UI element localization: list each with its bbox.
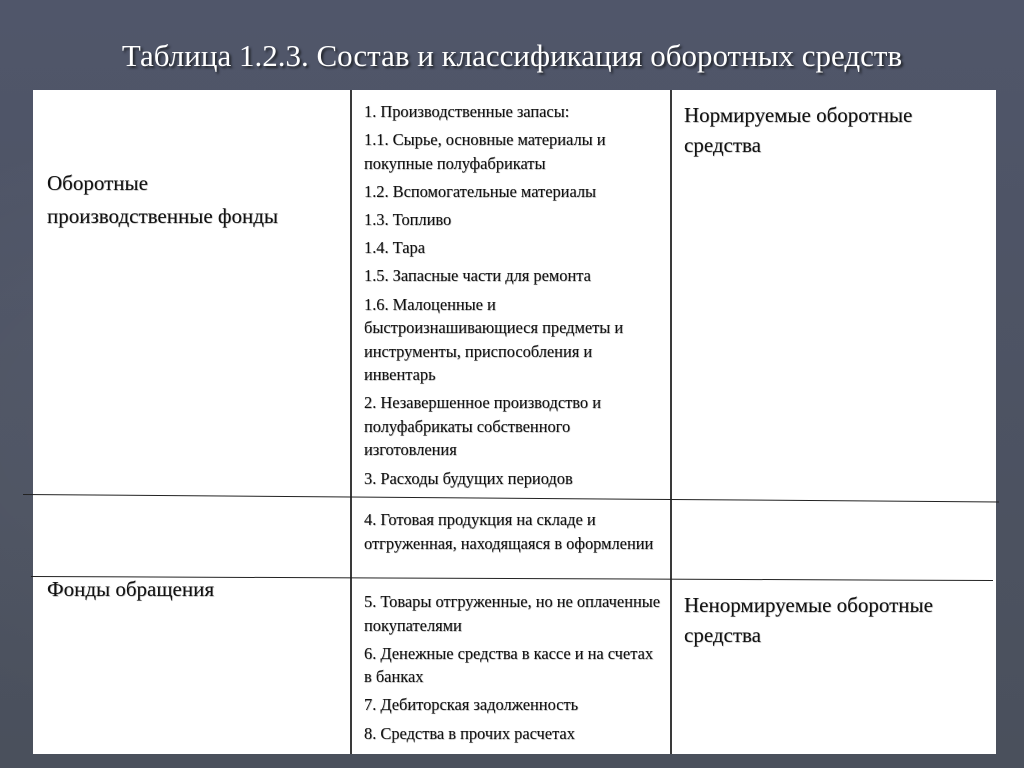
production-items-list bbox=[364, 100, 664, 495]
list-item: 3. Расходы будущих периодов bbox=[364, 468, 573, 488]
classification-table bbox=[33, 90, 996, 754]
list-item: 1.1. Сырье, основные материалы и покупные полуфабрикаты bbox=[364, 130, 606, 173]
finished-goods-list bbox=[364, 508, 664, 560]
column-divider-2 bbox=[670, 90, 672, 754]
column-divider-1 bbox=[350, 90, 352, 754]
list-item: 1.3. Топливо bbox=[364, 210, 452, 230]
list-item: 7. Дебиторская задолженность bbox=[364, 695, 579, 715]
normed-assets-label: Нормируемые оборотные средства bbox=[684, 103, 913, 157]
list-item: 2. Незавершенное производство и полуфабрикаты собственного изготовления bbox=[364, 393, 601, 460]
row-divider-1 bbox=[23, 494, 999, 502]
list-item: 5. Товары отгруженные, но не оплаченные покупателями bbox=[364, 592, 661, 635]
production-funds-label bbox=[47, 167, 342, 233]
list-item: 1.2. Вспомогательные материалы bbox=[364, 181, 597, 201]
non-normed-assets-label: Ненормируемые оборотные средства bbox=[684, 593, 933, 647]
list-item: 4. Готовая продукция на складе и отгруженная, находящаяся в оформлении bbox=[364, 510, 654, 553]
list-item: 6. Денежные средства в кассе и на счетах в банках bbox=[364, 643, 654, 687]
slide-title: Таблица 1.2.3. Состав и классификация оборотных средств bbox=[121, 38, 903, 73]
production-funds-line-1: Оборотные bbox=[47, 171, 148, 195]
circulation-funds-label: Фонды обращения bbox=[47, 577, 215, 601]
production-funds-line-2: производственные фонды bbox=[47, 204, 279, 228]
list-item: 8. Средства в прочих расчетах bbox=[364, 723, 575, 743]
list-item: 1. Производственные запасы: bbox=[364, 102, 570, 121]
list-item: 1.5. Запасные части для ремонта bbox=[364, 266, 591, 286]
list-item: 1.6. Малоценные и быстроизнашивающиеся предметы и инструменты, приспособления и инвентарь bbox=[364, 294, 624, 385]
list-item: 1.4. Тара bbox=[364, 238, 426, 258]
circulation-items-list bbox=[364, 590, 664, 750]
